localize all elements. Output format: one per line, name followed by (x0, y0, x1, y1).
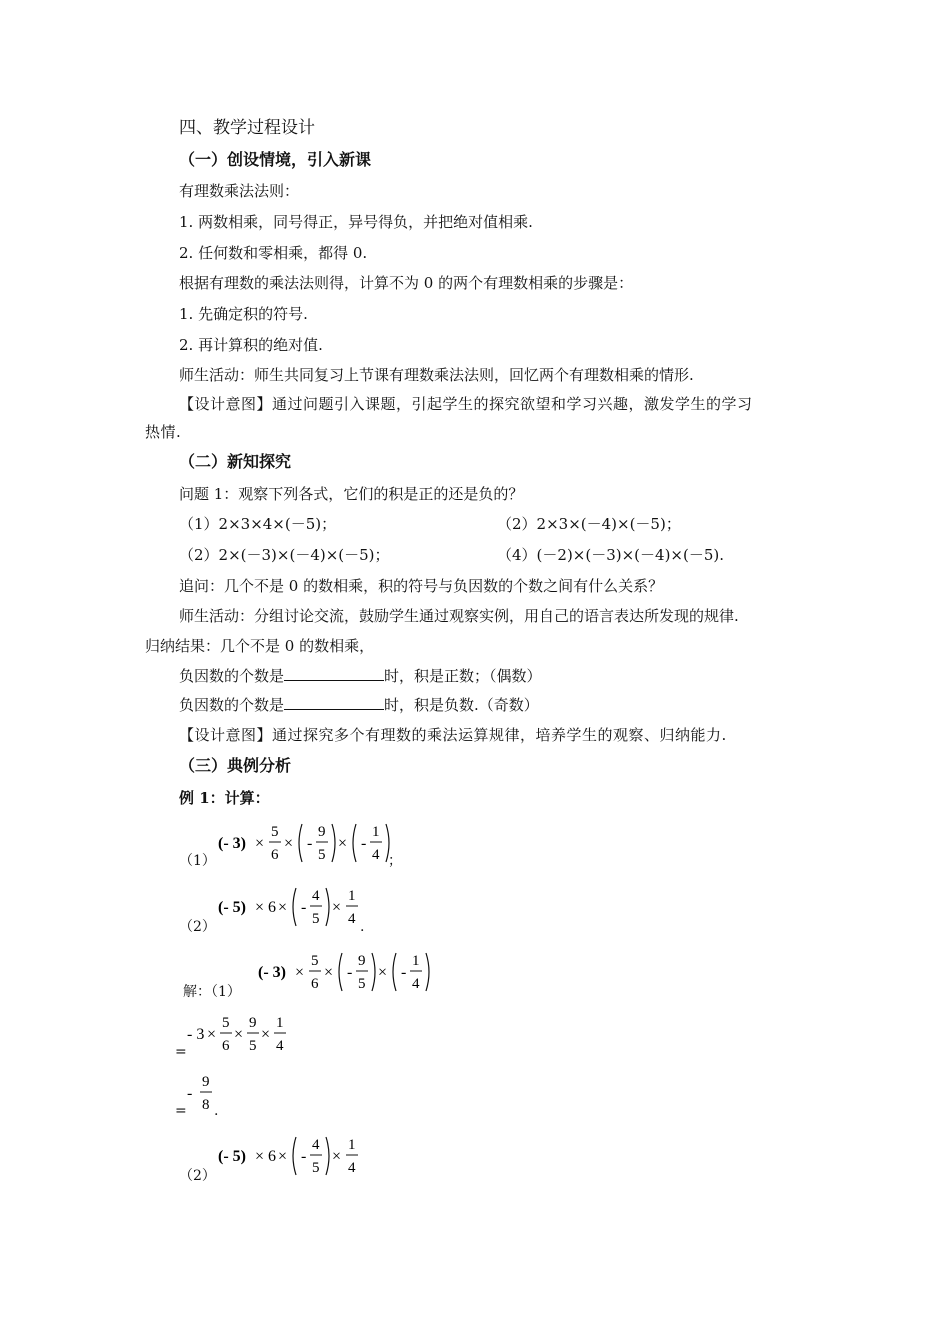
numerator: 5 (311, 953, 319, 969)
times-sign: × (255, 835, 265, 852)
fill-text: 负因数的个数是 (179, 696, 285, 714)
numerator: 9 (318, 824, 326, 840)
solution-label: 解：（1） (183, 984, 241, 1000)
numerator: 9 (202, 1074, 210, 1090)
math-expression-6 (218, 1131, 368, 1185)
paragraph: 根据有理数的乘法法则得，计算不为 0 的两个有理数相乘的步骤是： (179, 274, 634, 292)
numerator: 1 (348, 888, 356, 904)
denominator: 5 (312, 1160, 320, 1176)
numerator: 1 (348, 1137, 356, 1153)
paragraph: 师生活动：师生共同复习上节课有理数乘法法则，回忆两个有理数相乘的情形. (179, 366, 694, 384)
denominator: 4 (412, 976, 420, 992)
punctuation: ； (388, 853, 402, 869)
denominator: 5 (358, 976, 366, 992)
list-item: （2）2×(－3)×(－4)×(－5)； (179, 546, 390, 564)
list-item: （4）(－2)×(－3)×(－4)×(－5). (497, 546, 725, 564)
question: 问题 1：观察下列各式，它们的积是正的还是负的？ (179, 485, 524, 503)
paragraph: 有理数乘法法则： (179, 182, 300, 200)
punctuation: . (360, 919, 365, 935)
times-sign: × (332, 899, 342, 916)
fill-blank-line (179, 666, 542, 686)
math-term: 6 (268, 1148, 276, 1165)
list-item: （1）2×3×4×(－5)； (179, 515, 337, 533)
minus-sign: - (401, 964, 407, 981)
denominator: 4 (372, 847, 380, 863)
minus-sign: - (347, 964, 353, 981)
math-term: (- 3) (258, 964, 286, 981)
minus-sign: - (307, 835, 313, 852)
paragraph: 1. 两数相乘，同号得正，异号得负，并把绝对值相乘. (179, 213, 533, 231)
times-sign: × (278, 1148, 288, 1165)
denominator: 4 (348, 1160, 356, 1176)
math-term: 6 (268, 899, 276, 916)
times-sign: × (332, 1148, 342, 1165)
denominator: 6 (271, 847, 279, 863)
fill-text: 时，积是正数；（偶数） (384, 667, 542, 685)
followup-question: 追问：几个不是 0 的数相乘，积的符号与负因数的个数之间有什么关系？ (179, 577, 664, 595)
minus-sign: - (301, 1148, 307, 1165)
paragraph: 2. 再计算积的绝对值. (179, 336, 323, 354)
paragraph: 2. 任何数和零相乘，都得 0. (179, 244, 368, 262)
design-intent: 【设计意图】通过问题引入课题，引起学生的探究欲望和学习兴趣，激发学生的学习 (179, 395, 753, 413)
times-sign: × (338, 835, 348, 852)
numerator: 5 (271, 824, 279, 840)
times-sign: × (278, 899, 288, 916)
part1-heading: （一）创设情境，引入新课 (179, 150, 372, 169)
fill-blank-line (179, 695, 539, 715)
numerator: 9 (249, 1015, 257, 1031)
numerator: 1 (412, 953, 420, 969)
list-item: （2）2×3×(－4)×(－5)； (497, 515, 681, 533)
times-sign: × (234, 1026, 244, 1043)
design-intent: 【设计意图】通过探究多个有理数的乘法运算规律，培养学生的观察、归纳能力. (179, 726, 727, 744)
blank (284, 666, 384, 681)
numerator: 4 (312, 1137, 320, 1153)
math-expression-4 (187, 1011, 297, 1063)
times-sign: × (261, 1026, 271, 1043)
denominator: 6 (311, 976, 319, 992)
times-sign: × (284, 835, 294, 852)
blank (284, 695, 384, 710)
minus-sign: - (187, 1085, 193, 1102)
math-expression-2 (218, 882, 368, 936)
math-term: - 3 (187, 1026, 205, 1043)
denominator: 6 (222, 1038, 230, 1054)
denominator: 5 (249, 1038, 257, 1054)
equals-sign: = (175, 1103, 187, 1119)
math-term: (- 5) (218, 899, 246, 916)
math-term: (- 5) (218, 1148, 246, 1165)
numerator: 1 (276, 1015, 284, 1031)
denominator: 5 (318, 847, 326, 863)
paragraph: 归纳结果：几个不是 0 的数相乘， (145, 637, 375, 655)
item-label: （1） (179, 853, 216, 869)
part3-heading: （三）典例分析 (179, 756, 292, 775)
times-sign: × (255, 899, 265, 916)
part2-heading: （二）新知探究 (179, 452, 292, 471)
paragraph: 师生活动：分组讨论交流，鼓励学生通过观察实例，用自己的语言表达所发现的规律. (179, 607, 739, 625)
item-label: （2） (179, 1168, 216, 1184)
times-sign: × (324, 964, 334, 981)
minus-sign: - (301, 899, 307, 916)
fill-text: 负因数的个数是 (179, 667, 285, 685)
section-title: 四、教学过程设计 (179, 118, 315, 138)
numerator: 1 (372, 824, 380, 840)
minus-sign: - (361, 835, 367, 852)
fill-text: 时，积是负数.（奇数） (384, 696, 539, 714)
example-title (179, 788, 270, 808)
denominator: 4 (348, 911, 356, 927)
denominator: 4 (276, 1038, 284, 1054)
denominator: 5 (312, 911, 320, 927)
numerator: 5 (222, 1015, 230, 1031)
math-expression-1 (218, 818, 408, 872)
numerator: 4 (312, 888, 320, 904)
math-expression-3 (258, 947, 438, 1001)
math-expression-5 (187, 1070, 227, 1122)
numerator: 9 (358, 953, 366, 969)
paragraph: 1. 先确定积的符号. (179, 305, 308, 323)
example-label: 例 1：计算： (179, 789, 270, 807)
times-sign: × (295, 964, 305, 981)
denominator: 8 (202, 1097, 210, 1113)
times-sign: × (378, 964, 388, 981)
design-intent-cont: 热情. (145, 423, 182, 441)
item-label: （2） (179, 919, 216, 935)
punctuation: . (214, 1103, 219, 1119)
times-sign: × (255, 1148, 265, 1165)
math-term: (- 3) (218, 835, 246, 852)
times-sign: × (207, 1026, 217, 1043)
equals-sign: = (175, 1044, 187, 1060)
